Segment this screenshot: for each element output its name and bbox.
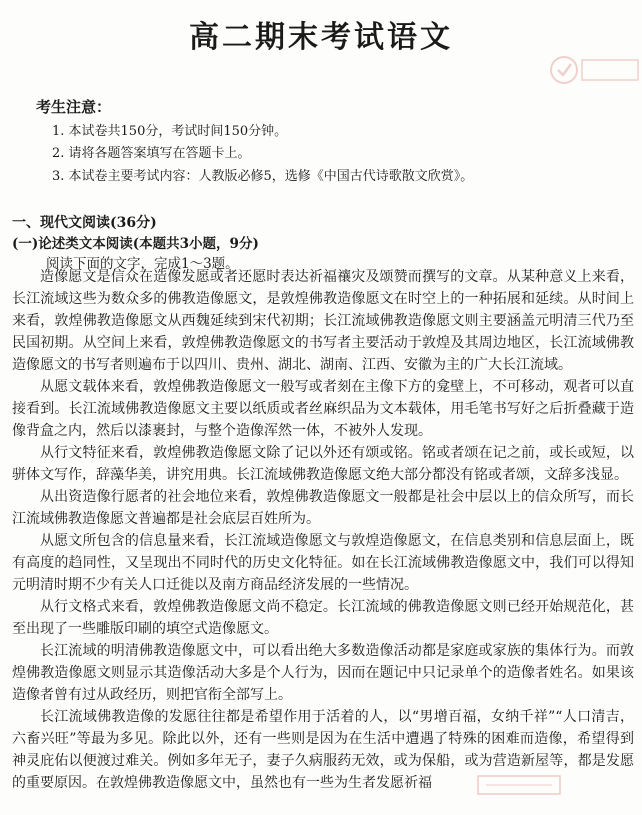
passage-paragraph-8: 长江流域佛教造像的发愿往往都是希望作用于活着的人，以“男增百福，女纳千祥”“人口清吉，六畜兴旺”等最为多见。除此以外，还有一些则是因为在生活中遭遇了特殊的困难而造像，希望得到神灵庇佑以便渡过难关。例如多年无子，妻子久病服药无效，或为保船，或为营造新屋等，都是发愿的重要原因。在敦煌佛教造像愿文中，虽然也有一些为生者发愿祈福 bbox=[12, 709, 634, 791]
passage-paragraph-2: 从愿文载体来看，敦煌佛教造像愿文一般写或者刻在主像下方的龛壁上，不可移动，观者可以直接看到。长江流域佛教造像愿文主要以纸质或者丝麻织品为文本载体，用毛笔书写好之后折叠藏于造像背盒之内，然后以漆裹封，与整个造像浑然一体，不被外人发现。 bbox=[12, 379, 634, 439]
passage-paragraph-7: 长江流域的明清佛教造像愿文中，可以看出绝大多数造像活动都是家庭或家族的集体行为。而敦煌佛教造像愿文则显示其造像活动大多是个人行为，因而在题记中只记录单个的造像者姓名。如果该造像者曾有过从政经历，则把官衔全部写上。 bbox=[12, 643, 634, 703]
notice-item-3: 3. 本试卷主要考试内容：人教版必修5，选修《中国古代诗歌散文欣赏》。 bbox=[52, 169, 474, 184]
notice-heading: 考生注意： bbox=[36, 98, 112, 116]
watermark-bottom-icon bbox=[476, 772, 562, 798]
passage-paragraph-1: 造像愿文是信众在造像发愿或者还愿时表达祈福禳灾及颂赞而撰写的文章。从某种意义上来看，长江流域这些为数众多的佛教造像愿文，是敦煌佛教造像愿文在时空上的一种拓展和延续。从时间上来看，敦煌佛教造像愿文从西魏延续到宋代初期；长江流域佛教造像愿文则主要涵盖元明清三代乃至民国初期。从空间上来看，敦煌佛教造像愿文的书写者主要活动于敦煌及其周边地区，长江流域佛教造像愿文的书写者则遍布于以四川、贵州、湖北、湖南、江西、安徽为主的广大长江流域。 bbox=[12, 269, 634, 373]
watermark-logo-bottom bbox=[476, 772, 562, 798]
passage-paragraph-3: 从行文特征来看，敦煌佛教造像愿文除了记以外还有颂或铭。铭或者颂在记之前，或长或短，以骈体文写作，辞藻华美，讲究用典。长江流域佛教造像愿文绝大部分都没有铭或者颂，文辞多浅显。 bbox=[12, 445, 634, 483]
watermark-logo bbox=[548, 52, 642, 88]
watermark-stamp-icon bbox=[548, 52, 642, 88]
section-subheading: (一)论述类文本阅读(本题共3小题，9分) bbox=[12, 236, 259, 252]
passage-paragraph-6: 从行文格式来看，敦煌佛教造像愿文尚不稳定。长江流域的佛教造像愿文则已经开始规范化，甚至出现了一些雕版印刷的填空式造像愿文。 bbox=[12, 599, 634, 637]
reading-passage bbox=[12, 266, 634, 815]
passage-paragraph-5: 从愿文所包含的信息量来看，长江流域造像愿文与敦煌造像愿文，在信息类别和信息层面上，既有高度的趋同性，又呈现出不同时代的历史文化特征。如在长江流域佛教造像愿文中，我们可以得知元明清时期不少有关人口迁徙以及南方商品经济发展的一些情况。 bbox=[12, 533, 634, 593]
page-title: 高二期末考试语文 bbox=[189, 20, 453, 55]
notice-item-2: 2. 请将各题答案填写在答题卡上。 bbox=[52, 146, 251, 161]
passage-paragraph-4: 从出资造像行愿者的社会地位来看，敦煌佛教造像愿文一般都是社会中层以上的信众所写，而长江流域佛教造像愿文普遍都是社会底层百姓所为。 bbox=[12, 489, 634, 527]
reading-instruction: 阅读下面的文字，完成1～3题。 bbox=[46, 256, 239, 272]
notice-item-1: 1. 本试卷共150分，考试时间150分钟。 bbox=[52, 124, 288, 139]
section-heading: 一、现代文阅读(36分) bbox=[12, 215, 157, 231]
